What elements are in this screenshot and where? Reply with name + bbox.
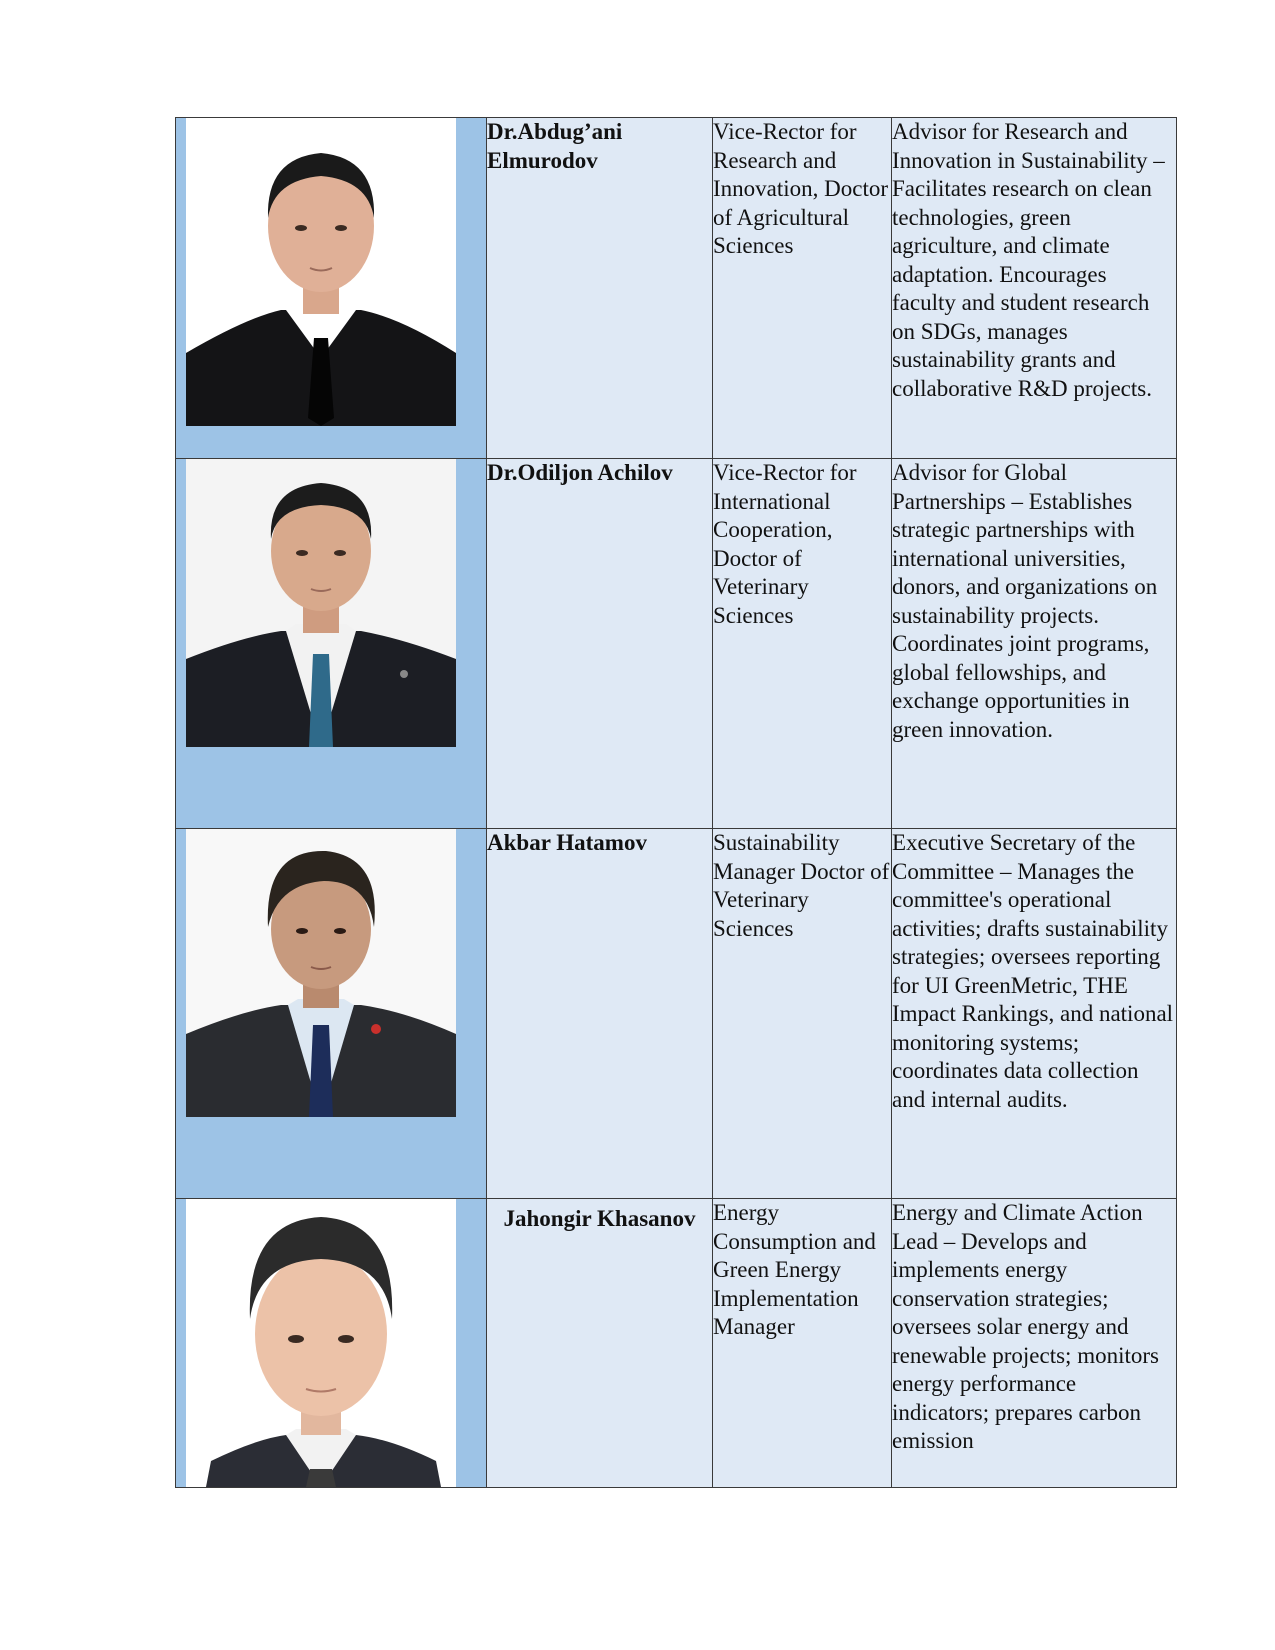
member-role: Executive Secretary of the Committee – Manages the committee's operational activities; drafts sustainability strategies; oversees reporting for UI GreenMetric, THE Impact Rankings, and national monitoring systems; coordinates data collection and internal audits. bbox=[892, 829, 1177, 1199]
member-name: Jahongir Khasanov bbox=[487, 1199, 713, 1488]
portrait-photo bbox=[186, 829, 456, 1117]
member-position: Sustainability Manager Doctor of Veterinary Sciences bbox=[713, 829, 892, 1199]
portrait-photo bbox=[186, 459, 456, 747]
member-name: Dr.Odiljon Achilov bbox=[487, 459, 713, 829]
table-row bbox=[176, 1199, 1177, 1488]
photo-cell bbox=[176, 829, 487, 1199]
member-role: Advisor for Research and Innovation in Sustainability – Facilitates research on clean technologies, green agriculture, and climate adaptation. Encourages faculty and student research on SDGs, manages sustainability grants and collaborative R&D projects. bbox=[892, 118, 1177, 459]
member-role: Energy and Climate Action Lead – Develops and implements energy conservation strategies; oversees solar energy and renewable projects; monitors energy performance indicators; prepares carbon emission bbox=[892, 1199, 1177, 1488]
member-position: Vice-Rector for Research and Innovation, Doctor of Agricultural Sciences bbox=[713, 118, 892, 459]
photo-cell bbox=[176, 118, 487, 459]
committee-table bbox=[175, 117, 1177, 1488]
table-row bbox=[176, 459, 1177, 829]
member-position: Energy Consumption and Green Energy Implementation Manager bbox=[713, 1199, 892, 1488]
table-row bbox=[176, 118, 1177, 459]
portrait-photo bbox=[186, 118, 456, 426]
table-row bbox=[176, 829, 1177, 1199]
photo-cell bbox=[176, 459, 487, 829]
member-name: Akbar Hatamov bbox=[487, 829, 713, 1199]
member-role: Advisor for Global Partnerships – Establishes strategic partnerships with international universities, donors, and organizations on sustainability projects. Coordinates joint programs, global fellowships, and exchange opportunities in green innovation. bbox=[892, 459, 1177, 829]
portrait-photo bbox=[186, 1199, 456, 1487]
member-position: Vice-Rector for International Cooperation, Doctor of Veterinary Sciences bbox=[713, 459, 892, 829]
member-name: Dr.Abdug’ani Elmurodov bbox=[487, 118, 713, 459]
photo-cell bbox=[176, 1199, 487, 1488]
